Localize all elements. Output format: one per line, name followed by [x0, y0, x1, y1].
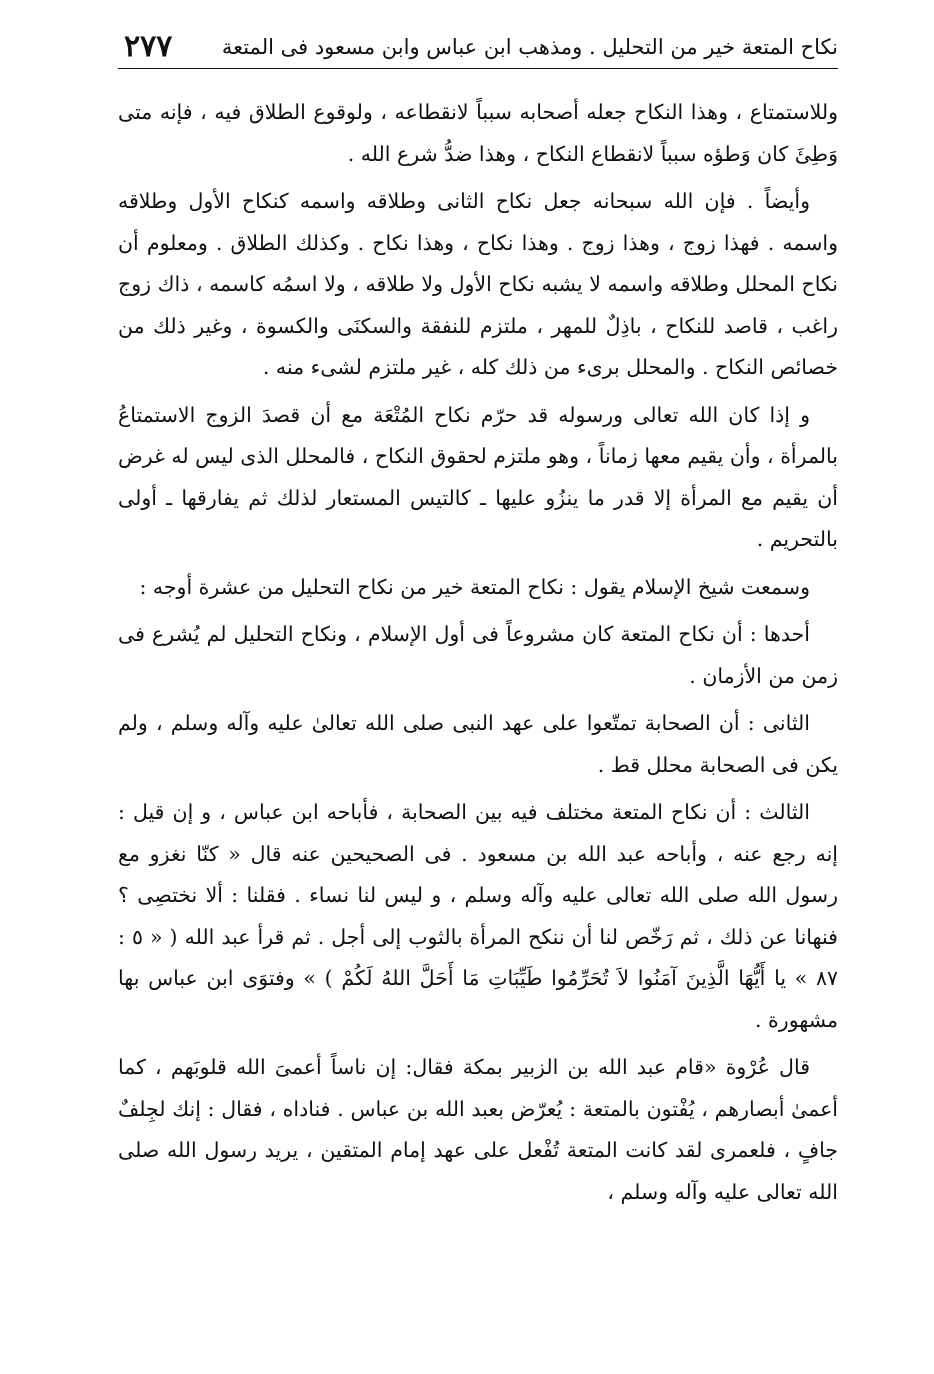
running-header-title: نكاح المتعة خير من التحليل . ومذهب ابن عباس وابن مسعود فى المتعة [221, 35, 838, 59]
paragraph: وأيضاً . فإن الله سبحانه جعل نكاح الثانى وطلاقه واسمه كنكاح الأول وطلاقه واسمه . فهذا زوج ، وهذا زوج . وهذا نكاح ، وهذا نكاح . وكذلك الطلاق . ومعلوم أن نكاح المحلل وطلاقه واسمه لا يشبه نكاح الأول ولا طلاقه ، ولا اسمُه كاسمه ، ذاك زوج راغب ، قاصد للنكاح ، باذِلٌ للمهر ، ملتزم للنفقة والسكنَى والكسوة ، وغير ذلك من خصائص النكاح . والمحلل برىء من ذلك كله ، غير ملتزم لشىء منه . [118, 189, 838, 379]
paragraph: أحدها : أن نكاح المتعة كان مشروعاً فى أول الإسلام ، ونكاح التحليل لم يُشرع فى زمن من الأزمان . [118, 622, 838, 688]
page-number: ٢٧٧ [124, 29, 173, 64]
paragraph: وللاستمتاع ، وهذا النكاح جعله أصحابه سبباً لانقطاعه ، ولوقوع الطلاق فيه ، فإنه متى وَطِئَ كان وَطؤه سبباً لانقطاع النكاح ، وهذا ضدُّ شرع الله . [118, 100, 838, 166]
body-text [118, 92, 838, 1219]
paragraph: و إذا كان الله تعالى ورسوله قد حرّم نكاح المُتْعَة مع أن قصدَ الزوج الاستمتاعُ بالمرأة ، وأن يقيم معها زماناً ، وهو ملتزم لحقوق النكاح ، فالمحلل الذى ليس له غرض أن يقيم مع المرأة إلا قدر ما ينزُو عليها ـ كالتيس المستعار لذلك ثم يفارقها ـ أولى بالتحريم . [118, 402, 838, 551]
running-header [118, 22, 838, 69]
paragraph: وسمعت شيخ الإسلام يقول : نكاح المتعة خير من نكاح التحليل من عشرة أوجه : [139, 574, 810, 599]
paragraph: الثانى : أن الصحابة تمتّعوا على عهد النبى صلى الله تعالىٰ عليه وآله وسلم ، ولم يكن فى الصحابة محلل قط . [118, 711, 838, 777]
paragraph: قال عُرْوة «قام عبد الله بن الزبير بمكة فقال: إن ناساً أعمىَ الله قلوبَهم ، كما أعمىٰ أبصارهم ، يُفْتون بالمتعة : يُعرّض بعبد الله بن عباس . فناداه ، فقال : إنك لجِلفٌ جافٍ ، فلعمرى لقد كانت المتعة تُفْعل على عهد إمام المتقين ، يريد رسول الله صلى الله تعالى عليه وآله وسلم ، [118, 1055, 838, 1204]
paragraph: الثالث : أن نكاح المتعة مختلف فيه بين الصحابة ، فأباحه ابن عباس ، و إن قيل : إنه رجع عنه ، وأباحه عبد الله بن مسعود . فى الصحيحين عنه قال « كنّا نغزو مع رسول الله صلى الله تعالى عليه وآله وسلم ، و ليس لنا نساء . فقلنا : ألا نختصِى ؟ فنهانا عن ذلك ، ثم رَخّص لنا أن ننكح المرأة بالثوب إلى أجل . ثم قرأ عبد الله ( « ٥ : ٨٧ » يا أَيُّهَا الَّذِينَ آمَنُوا لاَ تُحَرِّمُوا طَيِّبَاتِ مَا أَحَلَّ اللهُ لَكُمْ ) » وفتوَى ابن عباس بها مشهورة . [118, 800, 838, 1032]
